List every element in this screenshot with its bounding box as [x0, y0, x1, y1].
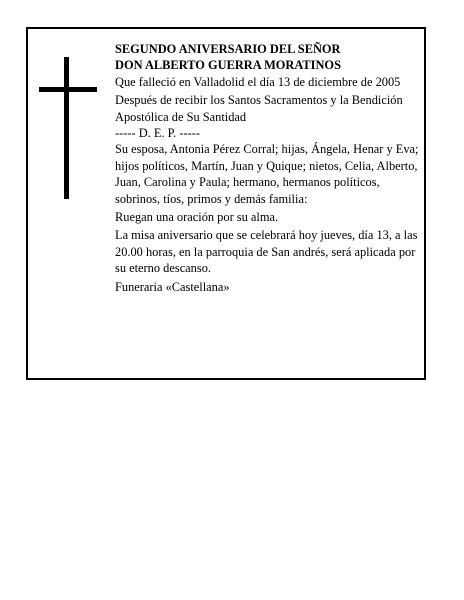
- prayer-request-paragraph: Ruegan una oración por su alma.: [115, 210, 279, 225]
- death-date-paragraph: Que falleció en Valladolid el día 13 de diciembre de 2005: [115, 74, 401, 89]
- family-paragraph: Su esposa, Antonia Pérez Corral; hijas, Ángela, Henar y Eva; hijos políticos, Martín, Juan y Quique; nietos, Celia, Alberto, Juan, Carolina y Paula; hermano, hermanos políticos, sobrinos, tíos, primos y demás familia:: [115, 142, 419, 206]
- notice-title-line-2: DON ALBERTO GUERRA MORATINOS: [115, 58, 341, 73]
- notice-title-line-1: SEGUNDO ANIVERSARIO DEL SEÑOR: [115, 42, 341, 56]
- cross-icon: [39, 57, 97, 199]
- cross-horizontal-bar: [39, 87, 97, 92]
- rip-line: ----- D. E. P. -----: [115, 126, 200, 141]
- sacraments-paragraph: Después de recibir los Santos Sacramentos y la Bendición Apostólica de Su Santidad: [115, 93, 403, 124]
- cross-vertical-bar: [64, 57, 69, 199]
- mass-announcement-paragraph: La misa aniversario que se celebrará hoy jueves, día 13, a las 20.00 horas, en la parroquia de San andrés, será aplicada por su eterno descanso.: [115, 228, 418, 276]
- notice-text: [115, 41, 421, 295]
- obituary-notice: [26, 27, 426, 380]
- funeral-home-line: Funeraria «Castellana»: [115, 279, 230, 294]
